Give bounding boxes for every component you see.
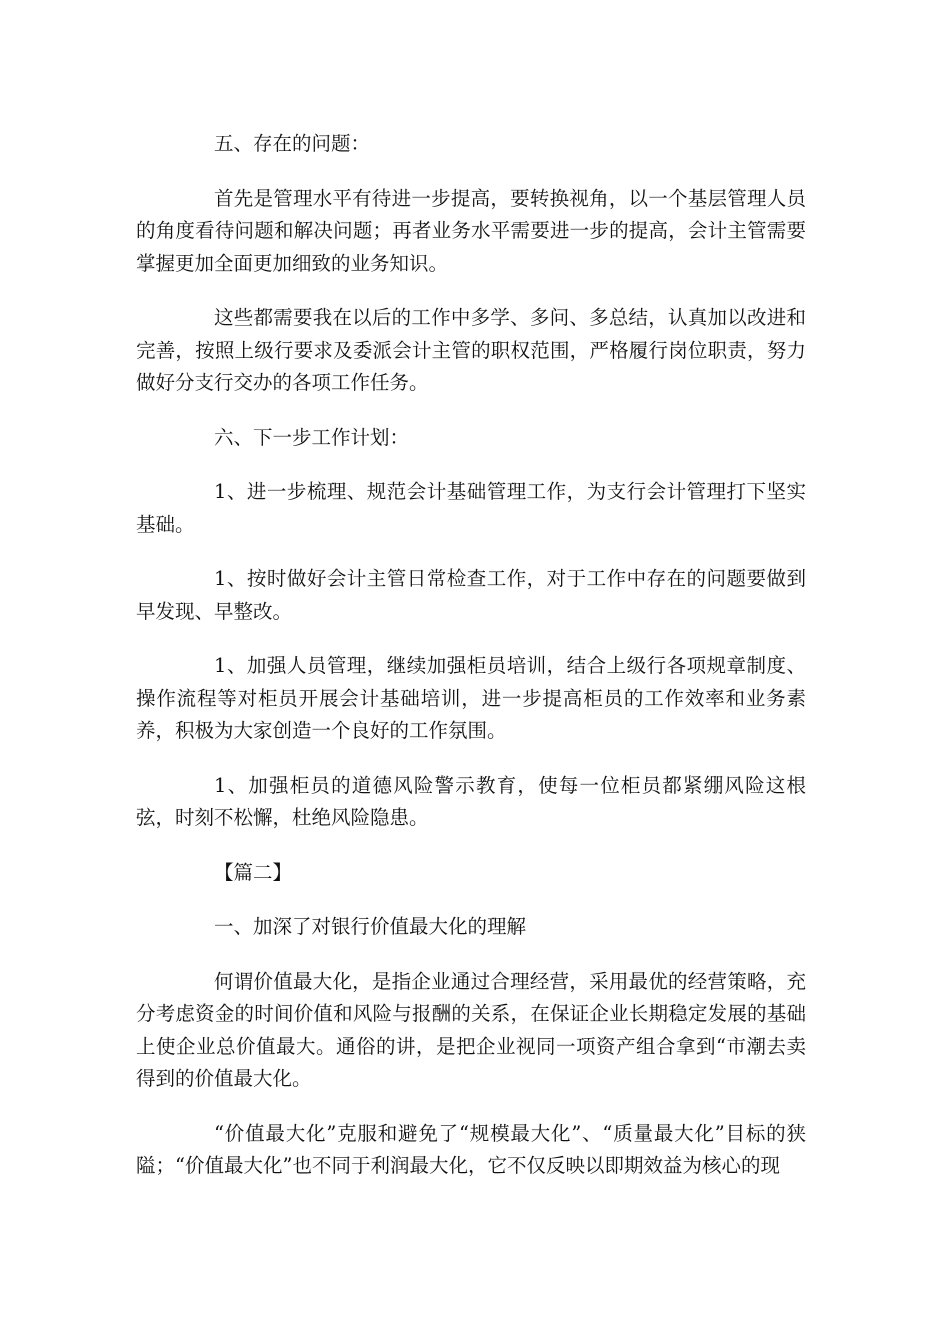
paragraph-management-level: 首先是管理水平有待进一步提高，要转换视角，以一个基层管理人员的角度看待问题和解决问题；再者业务水平需要进一步的提高，会计主管需要掌握更加全面更加细致的业务知识。 [136,186,806,275]
document-page [136,128,806,1205]
section-heading-value-maximization: 一、加深了对银行价值最大化的理解 [214,915,527,938]
paragraph-improvement: 这些都需要我在以后的工作中多学、多问、多总结，认真加以改进和完善，按照上级行要求及委派会计主管的职权范围，严格履行岗位职责，努力做好分支行交办的各项工作任务。 [136,306,806,394]
paragraph-value-definition: 何谓价值最大化，是指企业通过合理经营，采用最优的经营策略，充分考虑资金的时间价值和风险与报酬的关系，在保证企业长期稳定发展的基础上使企业总价值最大。通俗的讲，是把企业视同一项资产组合拿到“市潮去卖得到的价值最大化。 [136,969,806,1090]
section-heading-next-plan: 六、下一步工作计划： [214,425,410,449]
plan-item-staff-management: 1、加强人员管理，继续加强柜员培训，结合上级行各项规章制度、操作流程等对柜员开展会计基础培训，进一步提高柜员的工作效率和业务素养，积极为大家创造一个良好的工作氛围。 [136,654,806,742]
chapter-heading-part-two: 【篇二】 [214,860,293,884]
section-heading-problems: 五、存在的问题： [214,132,371,155]
plan-item-foundation: 1、进一步梳理、规范会计基础管理工作，为支行会计管理打下坚实基础。 [136,480,806,536]
plan-item-inspection: 1、按时做好会计主管日常检查工作，对于工作中存在的问题要做到早发现、早整改。 [136,567,806,623]
paragraph-value-comparison: “价值最大化”克服和避免了“规模最大化”、“质量最大化”目标的狭隘；“价值最大化”也不同于利润最大化，它不仅反映以即期效益为核心的现 [136,1121,806,1177]
plan-item-risk-education: 1、加强柜员的道德风险警示教育，使每一位柜员都紧绷风险这根弦，时刻不松懈，杜绝风险隐患。 [136,773,806,829]
